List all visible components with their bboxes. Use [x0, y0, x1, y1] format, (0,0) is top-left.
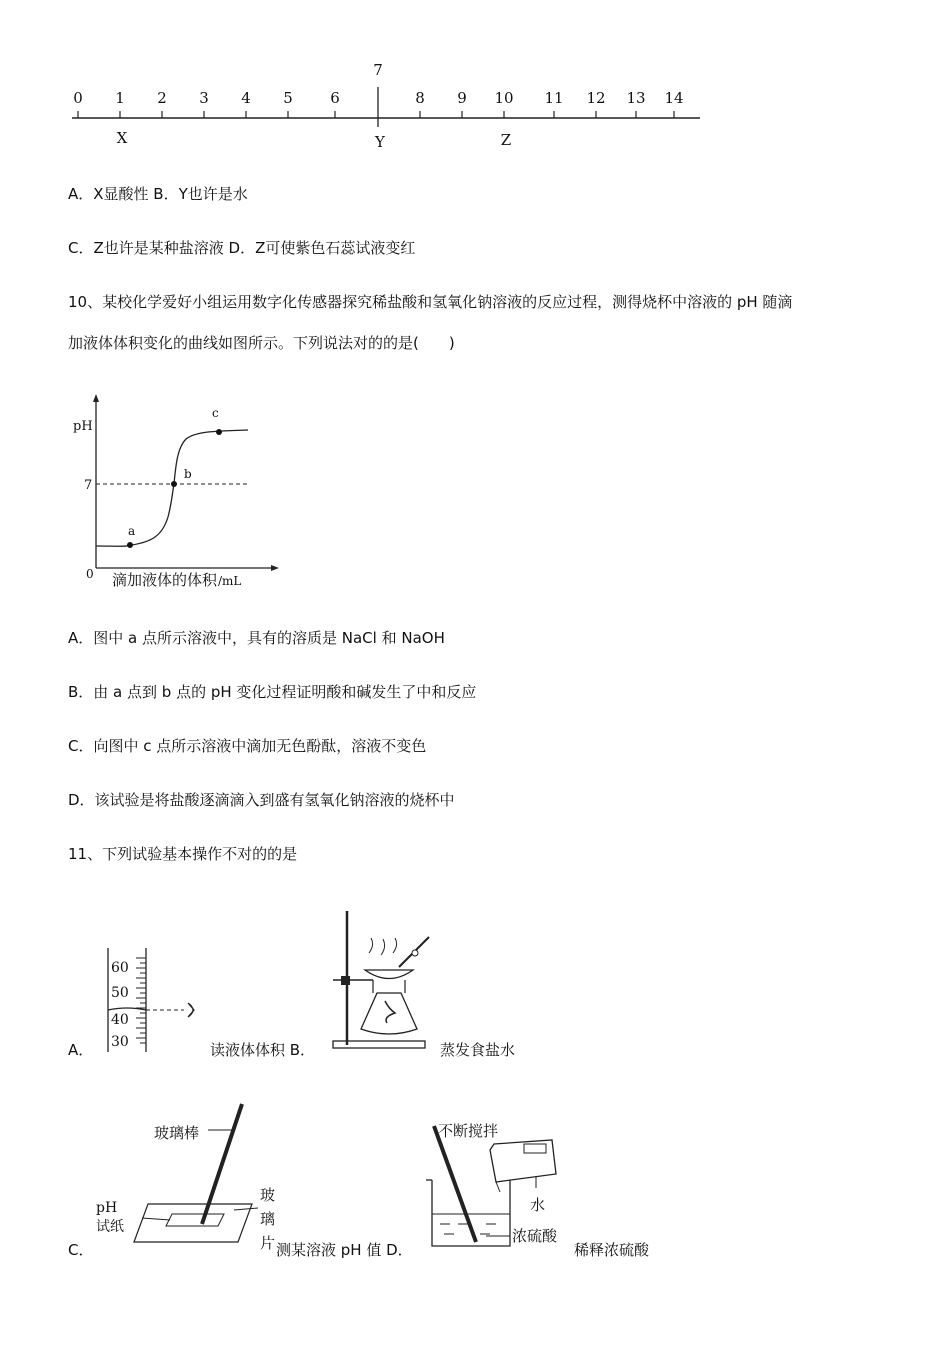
ph-tick-label: 1 [115, 89, 125, 107]
marker-x: X [116, 129, 128, 147]
point-a-marker [127, 542, 133, 548]
ph-tick-label: 10 [494, 89, 514, 107]
q11-a-caption: 读液体体积 B． [210, 1041, 316, 1059]
ph-tick-label: 12 [586, 89, 606, 107]
ph-scale-figure [60, 55, 760, 155]
label-stir: 不断搅拌 [438, 1122, 499, 1140]
label-water: 水 [530, 1196, 546, 1214]
point-c-marker [216, 429, 222, 435]
titration-curve-figure [70, 392, 310, 592]
evaporation-setup-figure [325, 905, 445, 1055]
q10-option-c: C．向图中 c 点所示溶液中滴加无色酚酞，溶液不变色 [68, 737, 427, 755]
q11-stem: 11、下列试验基本操作不对的的是 [68, 845, 298, 863]
ph-tick-label: 13 [626, 89, 646, 107]
point-b-label: b [184, 467, 192, 481]
ph-tick-label: 14 [664, 89, 684, 107]
point-a-label: a [128, 524, 136, 538]
cylinder-mark-30: 30 [111, 1034, 129, 1050]
dilution-figure [420, 1110, 600, 1260]
ph-tick-label: 7 [373, 61, 383, 79]
label-glass-plate-2: 璃 [260, 1210, 276, 1228]
q10-stem-line1: 10、某校化学爱好小组运用数字化传感器探究稀盐酸和氢氧化钠溶液的反应过程，测得烧杯中溶液的 pH 随滴 [68, 293, 793, 311]
q11-c-caption: 测某溶液 pH 值 D． [276, 1241, 413, 1259]
ph-test-figure [92, 1100, 282, 1260]
q9-option-ab: A．X显酸性 B．Y也许是水 [68, 185, 248, 203]
eye-icon [188, 1003, 194, 1017]
marker-y: Y [375, 133, 385, 151]
label-ph-paper-1: pH [96, 1200, 118, 1216]
q11-b-caption: 蒸发食盐水 [440, 1041, 516, 1059]
q10-option-b: B．由 a 点到 b 点的 pH 变化过程证明酸和碱发生了中和反应 [68, 683, 477, 701]
label-glass-plate-3: 片 [260, 1234, 276, 1252]
ph-tick-label: 2 [157, 89, 167, 107]
q9-option-cd: C．Z也许是某种盐溶液 D．Z可使紫色石蕊试液变红 [68, 239, 416, 257]
q10-option-a: A．图中 a 点所示溶液中，具有的溶质是 NaCl 和 NaOH [68, 629, 445, 647]
label-conc-acid: 浓硫酸 [512, 1227, 558, 1245]
q11-c-letter: C． [68, 1241, 94, 1259]
x-axis-label: 滴加液体的体积 [112, 571, 218, 589]
marker-z: Z [500, 131, 512, 149]
ph-tick-label: 3 [199, 89, 209, 107]
label-ph-paper-2: 试纸 [96, 1219, 124, 1235]
cylinder-mark-50: 50 [111, 985, 129, 1001]
y-axis-label: pH [73, 419, 93, 434]
ph-tick-label: 9 [457, 89, 467, 107]
label-glass-plate-1: 玻 [260, 1186, 276, 1204]
cylinder-mark-60: 60 [111, 960, 129, 976]
point-b-marker [171, 481, 177, 487]
ph-tick-label: 8 [415, 89, 425, 107]
ph-tick-label: 6 [330, 89, 340, 107]
ph-tick-label: 5 [283, 89, 293, 107]
cylinder-mark-40: 40 [111, 1012, 129, 1028]
graduated-cylinder-figure [96, 948, 206, 1058]
q11-d-caption: 稀释浓硫酸 [574, 1241, 650, 1259]
y-7-label: 7 [84, 478, 93, 493]
label-glass-rod: 玻璃棒 [154, 1124, 200, 1142]
point-c-label: c [212, 406, 219, 420]
q11-a-letter: A． [68, 1041, 94, 1059]
origin-label: 0 [86, 567, 94, 581]
ph-tick-label: 4 [241, 89, 251, 107]
x-axis-unit: /mL [218, 574, 242, 588]
ph-tick-label: 11 [544, 89, 564, 107]
ph-curve [96, 430, 248, 546]
ph-tick-label: 0 [73, 89, 83, 107]
q10-stem-line2: 加液体体积变化的曲线如图所示。下列说法对的的是( ) [68, 334, 455, 352]
q10-option-d: D．该试验是将盐酸逐滴滴入到盛有氢氧化钠溶液的烧杯中 [68, 791, 455, 809]
